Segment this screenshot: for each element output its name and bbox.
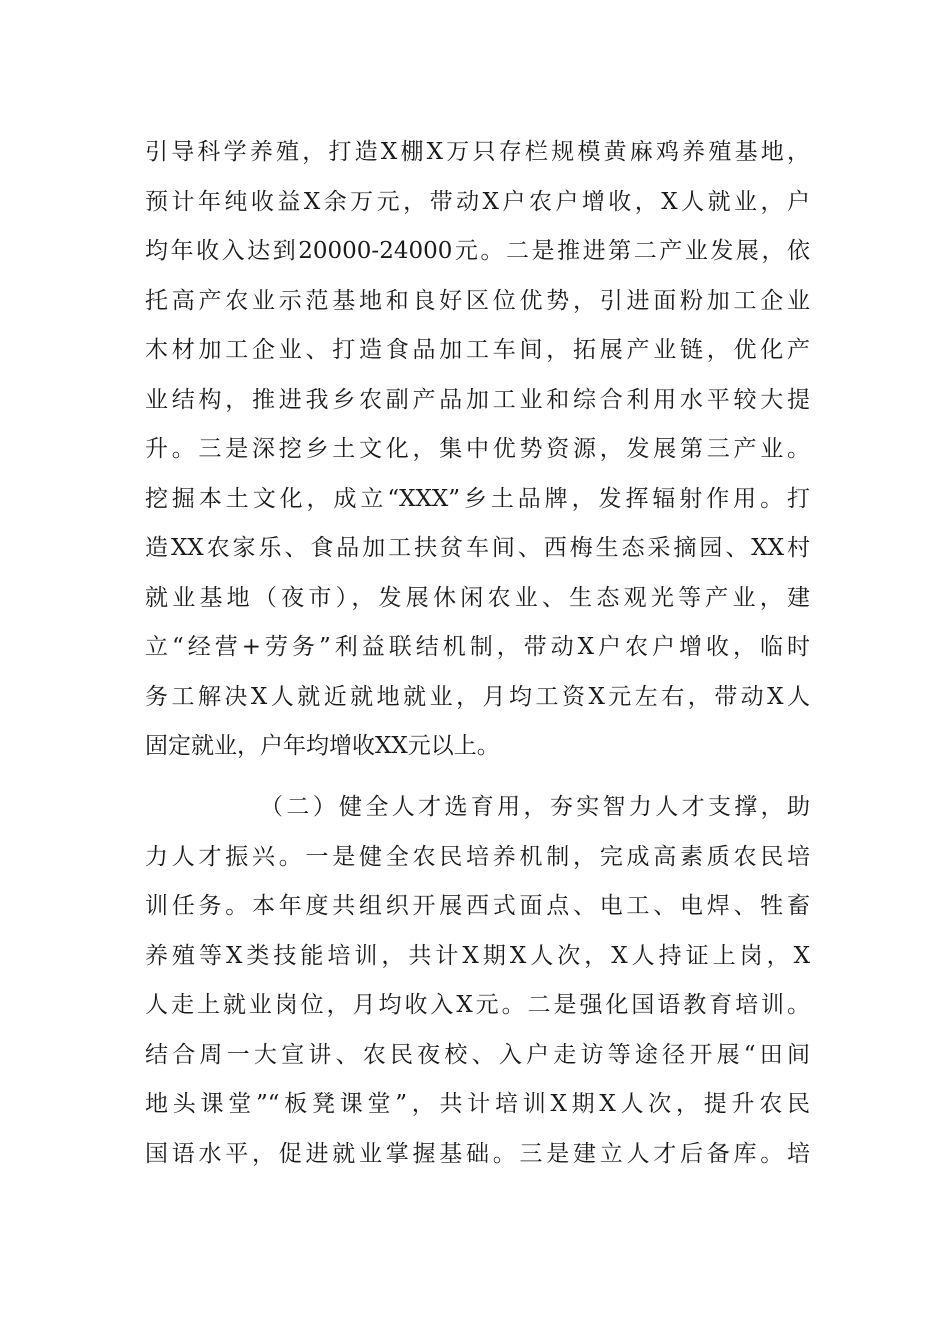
section-heading-line: （二）健全人才选育用，夯实智力人才支撑，助	[260, 794, 810, 820]
paragraph-line: 就业基地（夜市），发展休闲农业、生态观光等产业，建	[145, 584, 810, 611]
paragraph-line: 挖掘本土文化，成立“XXX”乡土品牌，发挥辐射作用。打	[145, 485, 810, 512]
paragraph-line: 托高产农业示范基地和良好区位优势，引进面粉加工企业	[145, 287, 810, 314]
paragraph-line: 木材加工企业、打造食品加工车间，拓展产业链，优化产	[145, 337, 810, 363]
paragraph-line: 人走上就业岗位，月均收入X元。二是强化国语教育培训。	[145, 992, 810, 1018]
paragraph-industry-development	[145, 128, 810, 772]
paragraph-line: 预计年纯收益X余万元，带动X户农户增收，X人就业，户	[145, 188, 810, 215]
paragraph-line: 训任务。本年度共组织开展西式面点、电工、电焊、牲畜	[145, 893, 810, 919]
paragraph-line: 均年收入达到20000-24000元。二是推进第二产业发展，依	[145, 238, 810, 264]
paragraph-talent-revitalization	[145, 783, 810, 1179]
paragraph-line: 固定就业，户年均增收XX元以上。	[145, 733, 500, 759]
paragraph-line: 造XX农家乐、食品加工扶贫车间、西梅生态采摘园、XX村	[145, 535, 810, 561]
paragraph-line: 地头课堂”“板凳课堂”，共计培训X期X人次，提升农民	[145, 1091, 810, 1117]
paragraph-line: 业结构，推进我乡农副产品加工业和综合利用水平较大提	[145, 386, 810, 413]
paragraph-line: 国语水平，促进就业掌握基础。三是建立人才后备库。培	[145, 1140, 810, 1167]
paragraph-line: 升。三是深挖乡土文化，集中优势资源，发展第三产业。	[145, 436, 810, 462]
paragraph-line: 引导科学养殖，打造X棚X万只存栏规模黄麻鸡养殖基地，	[145, 139, 810, 165]
paragraph-line: 力人才振兴。一是健全农民培养机制，完成高素质农民培	[145, 843, 810, 870]
paragraph-line: 立“经营+劳务”利益联结机制，带动X户农户增收，临时	[145, 634, 810, 660]
paragraph-line: 养殖等X类技能培训，共计X期X人次，X人持证上岗，X	[145, 942, 810, 969]
paragraph-line: 结合周一大宣讲、农民夜校、入户走访等途径开展“田间	[145, 1041, 810, 1068]
paragraph-line: 务工解决X人就近就地就业，月均工资X元左右，带动X人	[145, 683, 810, 710]
